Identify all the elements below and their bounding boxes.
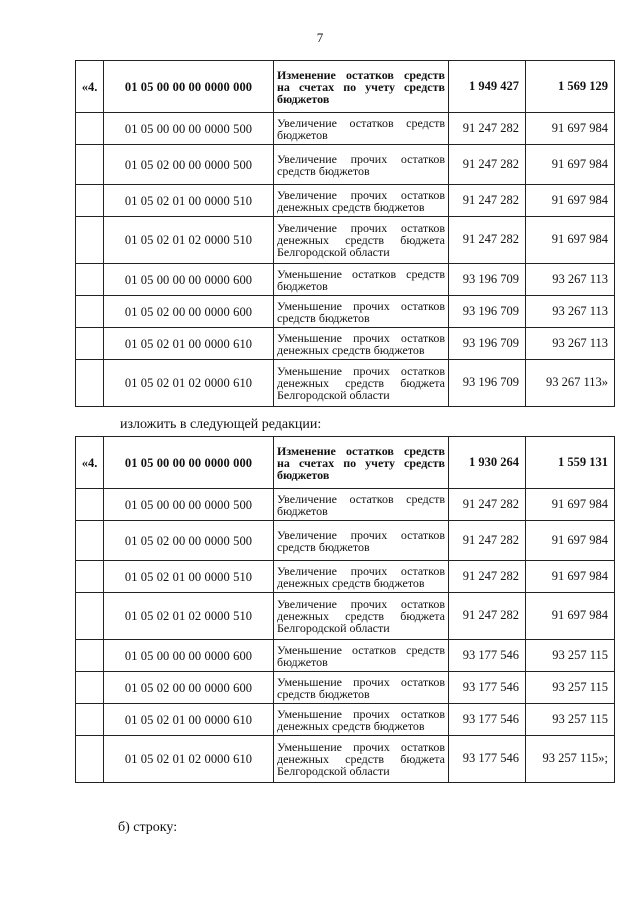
budget-code: 01 05 02 00 00 0000 600: [104, 296, 274, 328]
row-mark: [76, 328, 104, 360]
budget-code: 01 05 02 01 00 0000 510: [104, 185, 274, 217]
table-row: [76, 640, 615, 672]
row-description: Изменение остатков средств на счетах по учету средств бюджетов: [274, 437, 449, 489]
amount-year-2: 93 267 113: [526, 328, 615, 360]
amount-year-2: 91 697 984: [526, 217, 615, 264]
row-mark: [76, 264, 104, 296]
budget-code: 01 05 02 01 00 0000 610: [104, 704, 274, 736]
table-row: [76, 113, 615, 145]
next-section-label: б) строку:: [118, 820, 178, 835]
amount-year-1: 91 247 282: [449, 521, 526, 561]
amount-year-1: 91 247 282: [449, 561, 526, 593]
budget-code: 01 05 02 01 02 0000 610: [104, 736, 274, 783]
row-mark: [76, 736, 104, 783]
old-table-body: [76, 61, 615, 407]
row-description: Уменьшение прочих остатков денежных средств бюджета Белгородской области: [274, 360, 449, 407]
row-description: Уменьшение прочих остатков средств бюджетов: [274, 296, 449, 328]
row-mark: [76, 185, 104, 217]
amount-year-1: 93 196 709: [449, 328, 526, 360]
row-description: Изменение остатков средств на счетах по учету средств бюджетов: [274, 61, 449, 113]
table-row: [76, 328, 615, 360]
amount-year-1: 93 196 709: [449, 360, 526, 407]
amount-year-2: 93 257 115: [526, 704, 615, 736]
table-row: [76, 185, 615, 217]
new-table: [75, 436, 615, 783]
amount-year-1: 93 177 546: [449, 640, 526, 672]
amount-year-2: 91 697 984: [526, 521, 615, 561]
row-description: Увеличение прочих остатков денежных средств бюджета Белгородской области: [274, 217, 449, 264]
budget-code: 01 05 02 00 00 0000 500: [104, 145, 274, 185]
row-description: Увеличение прочих остатков средств бюджетов: [274, 521, 449, 561]
amount-year-2: 91 697 984: [526, 593, 615, 640]
table-row: [76, 264, 615, 296]
row-description: Уменьшение прочих остатков средств бюджетов: [274, 672, 449, 704]
row-mark: «4.: [76, 437, 104, 489]
table-row: [76, 489, 615, 521]
table-row: [76, 704, 615, 736]
amount-year-2: 91 697 984: [526, 561, 615, 593]
row-mark: [76, 489, 104, 521]
table-row: [76, 521, 615, 561]
row-mark: [76, 704, 104, 736]
table-row: [76, 296, 615, 328]
amount-year-2: 93 267 113»: [526, 360, 615, 407]
old-table: [75, 60, 615, 407]
amount-year-1: 91 247 282: [449, 185, 526, 217]
row-mark: [76, 521, 104, 561]
amount-year-1: 93 196 709: [449, 296, 526, 328]
budget-code: 01 05 02 00 00 0000 600: [104, 672, 274, 704]
budget-code: 01 05 00 00 00 0000 000: [104, 61, 274, 113]
amount-year-2: 93 267 113: [526, 296, 615, 328]
amount-year-2: 91 697 984: [526, 113, 615, 145]
table-row: [76, 672, 615, 704]
amount-year-2: 91 697 984: [526, 489, 615, 521]
amount-year-1: 93 177 546: [449, 704, 526, 736]
row-mark: [76, 640, 104, 672]
budget-code: 01 05 02 01 02 0000 510: [104, 217, 274, 264]
budget-code: 01 05 00 00 00 0000 500: [104, 113, 274, 145]
row-mark: [76, 217, 104, 264]
amount-year-1: 93 177 546: [449, 736, 526, 783]
table-row: [76, 736, 615, 783]
row-description: Уменьшение прочих остатков денежных средств бюджетов: [274, 704, 449, 736]
table-row: [76, 61, 615, 113]
row-description: Уменьшение прочих остатков денежных средств бюджета Белгородской области: [274, 736, 449, 783]
table-row: [76, 145, 615, 185]
row-description: Увеличение прочих остатков денежных средств бюджета Белгородской области: [274, 593, 449, 640]
amount-year-2: 93 257 115: [526, 640, 615, 672]
table-row: [76, 217, 615, 264]
row-mark: [76, 593, 104, 640]
budget-code: 01 05 02 00 00 0000 500: [104, 521, 274, 561]
amount-year-1: 91 247 282: [449, 489, 526, 521]
row-mark: [76, 360, 104, 407]
row-mark: [76, 672, 104, 704]
row-mark: [76, 561, 104, 593]
amount-year-1: 1 930 264: [449, 437, 526, 489]
amount-year-2: 93 257 115: [526, 672, 615, 704]
budget-code: 01 05 00 00 00 0000 000: [104, 437, 274, 489]
row-description: Увеличение остатков средств бюджетов: [274, 113, 449, 145]
amount-year-1: 93 177 546: [449, 672, 526, 704]
budget-code: 01 05 00 00 00 0000 600: [104, 264, 274, 296]
amount-year-2: 91 697 984: [526, 145, 615, 185]
section-label: изложить в следующей редакции:: [120, 417, 322, 432]
budget-code: 01 05 02 01 02 0000 610: [104, 360, 274, 407]
budget-code: 01 05 00 00 00 0000 500: [104, 489, 274, 521]
row-description: Уменьшение остатков средств бюджетов: [274, 640, 449, 672]
table-row: [76, 593, 615, 640]
amount-year-1: 93 196 709: [449, 264, 526, 296]
row-mark: «4.: [76, 61, 104, 113]
amount-year-2: 1 569 129: [526, 61, 615, 113]
amount-year-2: 1 559 131: [526, 437, 615, 489]
row-mark: [76, 113, 104, 145]
budget-code: 01 05 02 01 02 0000 510: [104, 593, 274, 640]
budget-code: 01 05 02 01 00 0000 610: [104, 328, 274, 360]
table-row: [76, 437, 615, 489]
row-description: Уменьшение прочих остатков денежных средств бюджетов: [274, 328, 449, 360]
amount-year-1: 91 247 282: [449, 113, 526, 145]
row-mark: [76, 145, 104, 185]
amount-year-1: 91 247 282: [449, 593, 526, 640]
row-mark: [76, 296, 104, 328]
row-description: Увеличение прочих остатков средств бюджетов: [274, 145, 449, 185]
table-row: [76, 360, 615, 407]
row-description: Уменьшение остатков средств бюджетов: [274, 264, 449, 296]
table-row: [76, 561, 615, 593]
row-description: Увеличение прочих остатков денежных средств бюджетов: [274, 561, 449, 593]
budget-code: 01 05 02 01 00 0000 510: [104, 561, 274, 593]
amount-year-1: 91 247 282: [449, 217, 526, 264]
new-table-body: [76, 437, 615, 783]
amount-year-2: 91 697 984: [526, 185, 615, 217]
amount-year-1: 1 949 427: [449, 61, 526, 113]
page-number: 7: [316, 30, 324, 45]
row-description: Увеличение прочих остатков денежных средств бюджетов: [274, 185, 449, 217]
amount-year-1: 91 247 282: [449, 145, 526, 185]
amount-year-2: 93 267 113: [526, 264, 615, 296]
row-description: Увеличение остатков средств бюджетов: [274, 489, 449, 521]
budget-code: 01 05 00 00 00 0000 600: [104, 640, 274, 672]
amount-year-2: 93 257 115»;: [526, 736, 615, 783]
